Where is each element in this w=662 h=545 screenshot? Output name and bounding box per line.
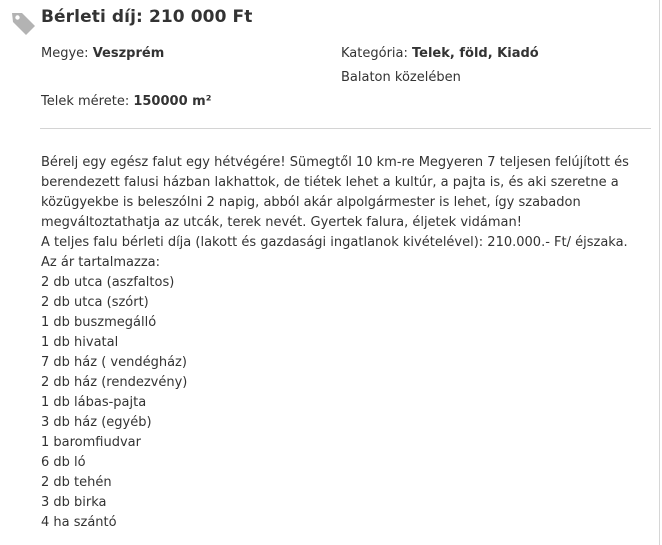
list-item: 7 db ház ( vendégház): [41, 355, 187, 370]
list-item: 3 db ház (egyéb): [41, 415, 152, 430]
county-label: Megye:: [41, 46, 89, 61]
category-field: [341, 46, 539, 61]
list-item: 1 db buszmegálló: [41, 315, 157, 330]
category-value: Telek, föld, Kiadó: [412, 46, 539, 61]
list-item: 2 db utca (szórt): [41, 295, 149, 310]
list-item: 2 db ház (rendezvény): [41, 375, 188, 390]
price-title: Bérleti díj: 210 000 Ft: [41, 7, 253, 27]
list-item: 1 db hivatal: [41, 335, 119, 350]
list-item: 2 db utca (aszfaltos): [41, 275, 175, 290]
price-line: A teljes falu bérleti díja (lakott és gazdasági ingatlanok kivételével): 210.000.- Ft/ éjszaka.: [41, 235, 628, 250]
county-value: Veszprém: [92, 46, 165, 61]
list-item: 3 db birka: [41, 495, 107, 510]
includes-list: [41, 273, 641, 533]
plot-size-label: Telek mérete:: [41, 94, 130, 109]
plot-size-value: 150000 m²: [133, 94, 212, 109]
divider: [40, 128, 651, 129]
list-item: 6 db ló: [41, 455, 86, 470]
list-item: 1 db lábas-pajta: [41, 395, 147, 410]
list-item: 1 baromfiudvar: [41, 435, 141, 450]
list-item: 4 ha szántó: [41, 515, 117, 530]
location-note: Balaton közelében: [341, 70, 461, 85]
county-field: [41, 46, 164, 61]
category-label: Kategória:: [341, 46, 408, 61]
list-item: 2 db tehén: [41, 475, 112, 490]
includes-heading: Az ár tartalmazza:: [41, 255, 160, 270]
price-tag-icon: [10, 10, 38, 38]
description-paragraph: Bérelj egy egész falut egy hétvégére! Sümegtől 10 km-re Megyeren 7 teljesen felújított és berendezett falusi házban lakhattok, de tiétek lehet a kultúr, a pajta is, és aki szeretne a közügyekbe is beleszólni 2 napig, abból akár alpolgármester is lehet, így szabadon megváltoztathatja az utcák, terek nevét. Gyertek falura, éljetek vidáman!: [41, 155, 629, 230]
description: [41, 153, 641, 533]
plot-size-field: [41, 94, 211, 109]
